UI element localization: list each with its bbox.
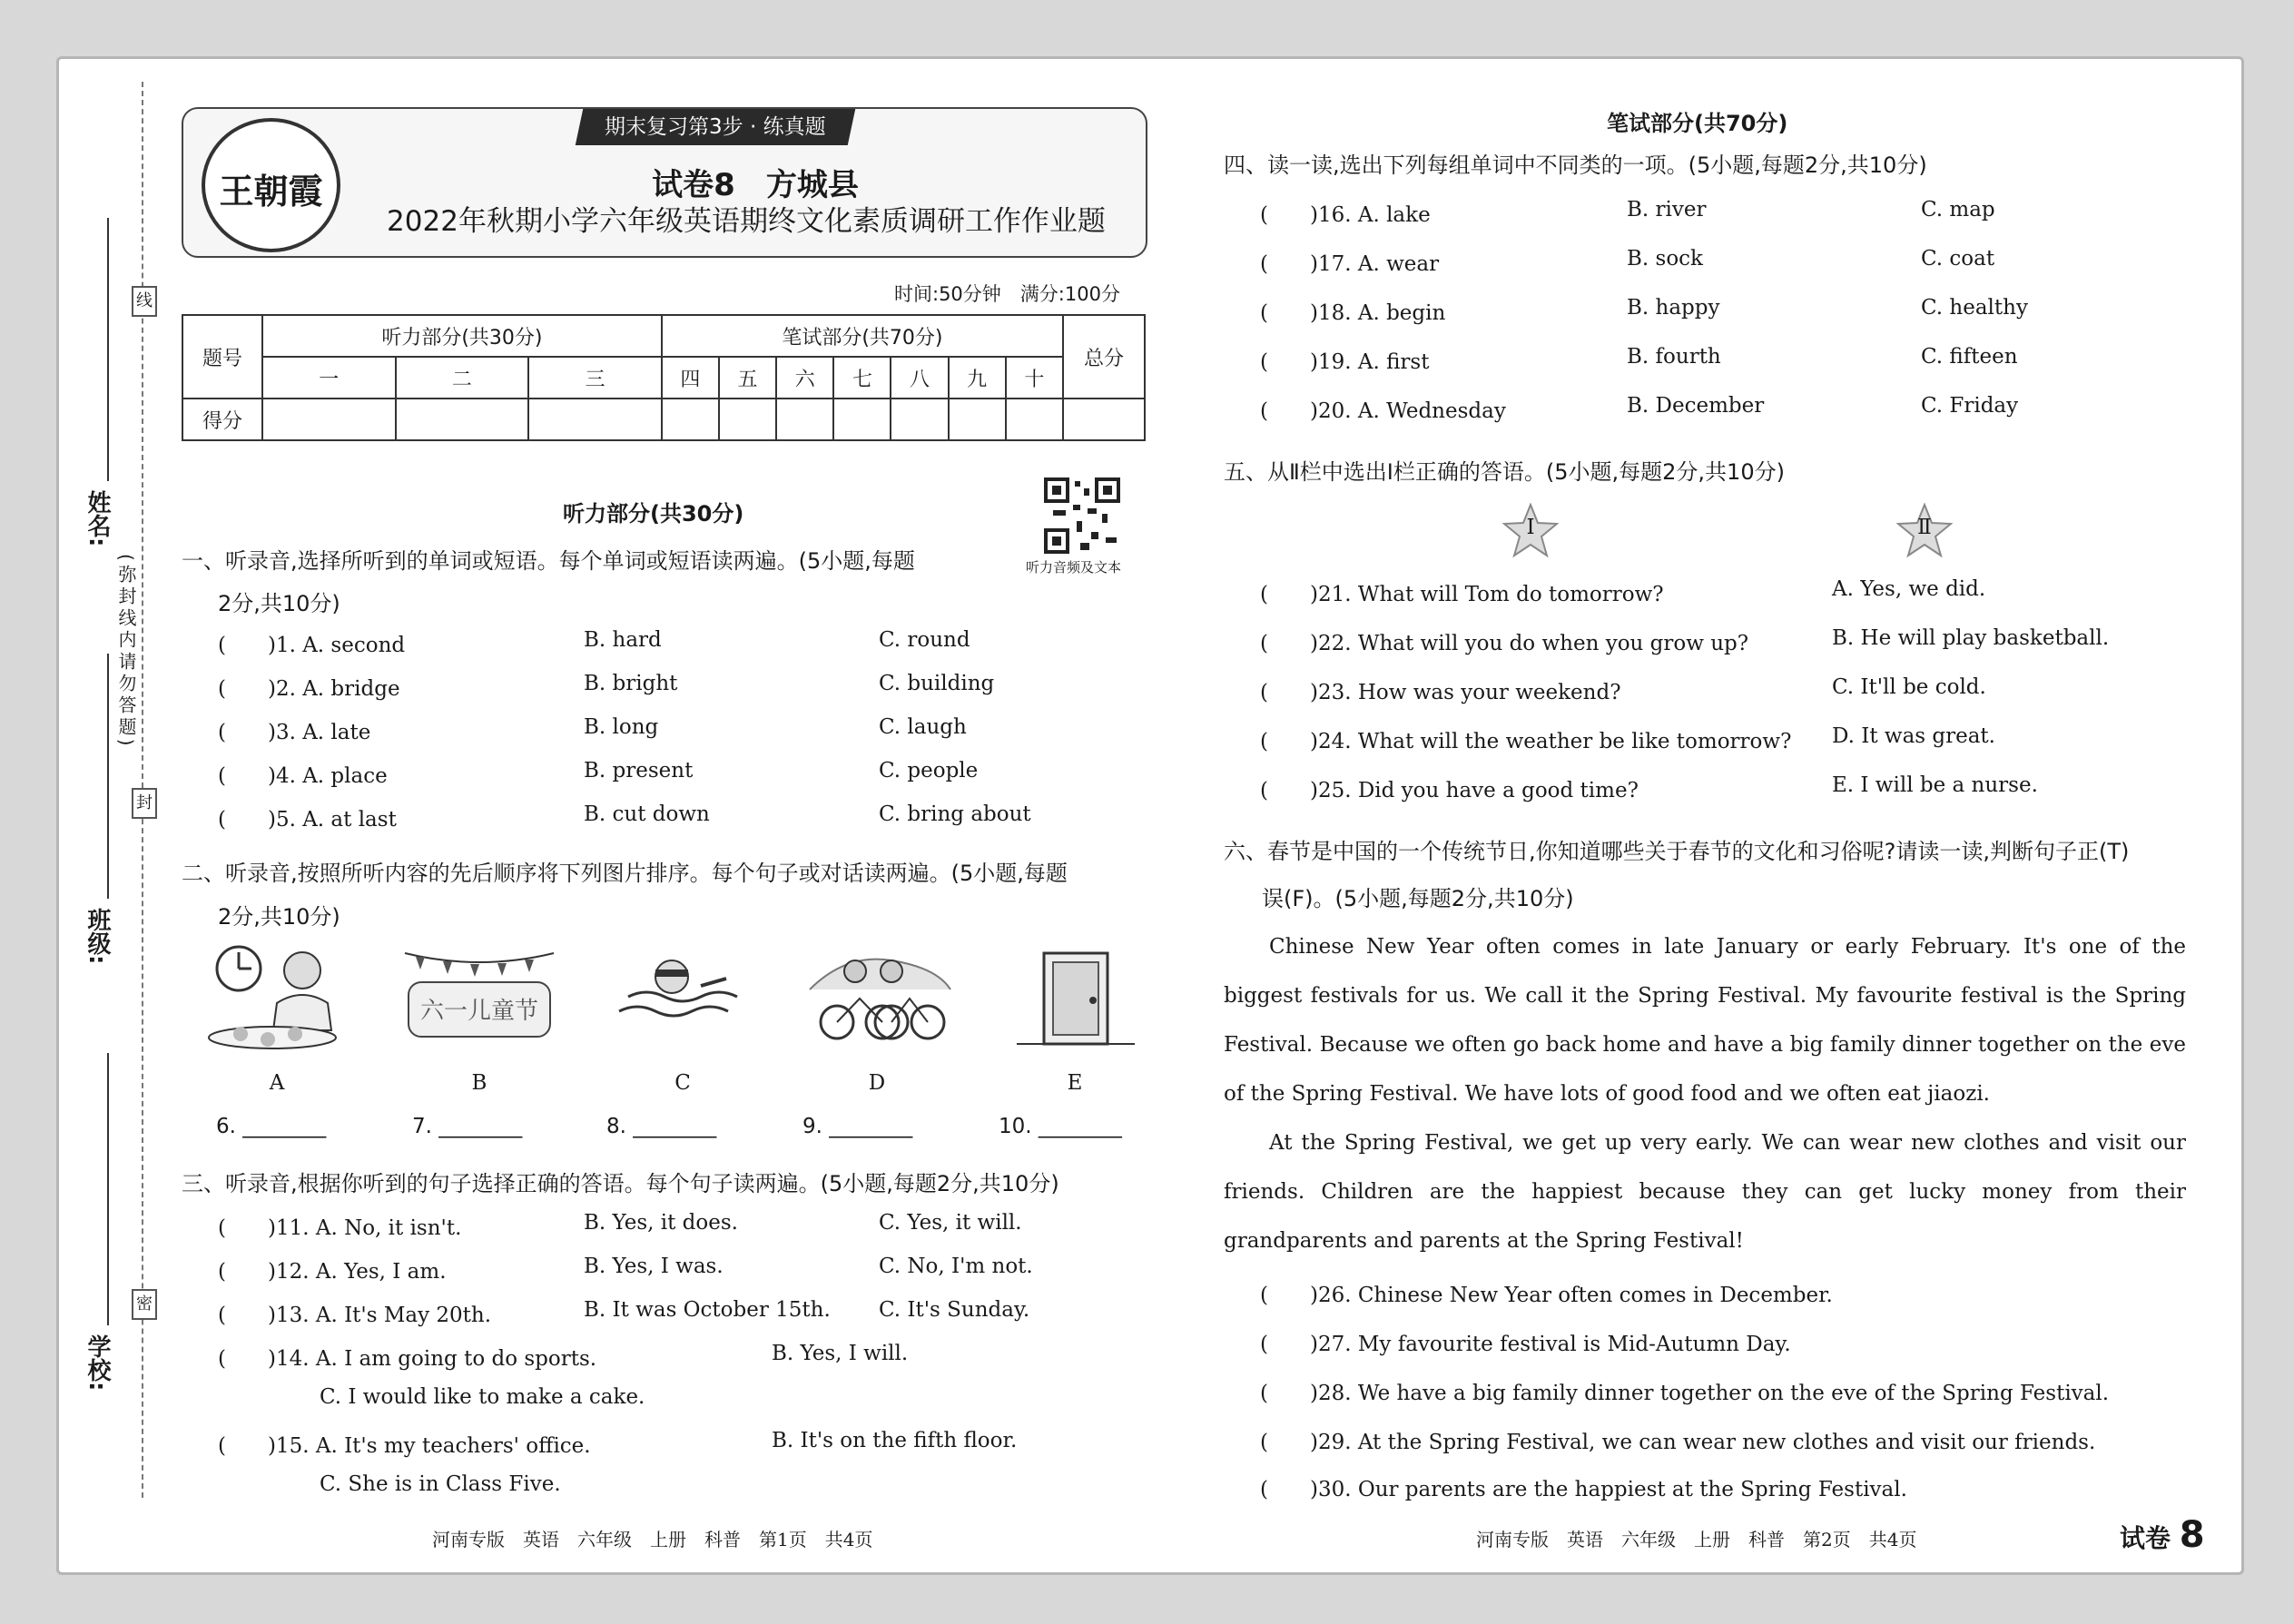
picture-label-d: D xyxy=(868,1071,886,1095)
binding-mark-secret: 密 xyxy=(132,1289,157,1320)
question-2: ( )2. A. bridge xyxy=(218,677,400,701)
answer-d: D. It was great. xyxy=(1832,724,1995,748)
section-cell: 一 xyxy=(262,357,396,399)
option-c: C. coat xyxy=(1921,247,1995,271)
section6-title: 六、春节是中国的一个传统节日,你知道哪些关于春节的文化和习俗呢?请读一读,判断句子正(T) xyxy=(1224,839,2130,864)
score-cell[interactable] xyxy=(396,399,529,440)
section6-title-cont: 误(F)。(5小题,每题2分,共10分) xyxy=(1262,886,1574,911)
section-cell: 二 xyxy=(396,357,529,399)
picture-label-a: A xyxy=(269,1071,285,1095)
binding-mark-line: 线 xyxy=(132,286,157,317)
name-input-line[interactable] xyxy=(107,218,109,481)
school-label: 学校: xyxy=(84,1334,111,1392)
section-cell: 十 xyxy=(1006,357,1063,399)
option-b: B. present xyxy=(584,759,694,782)
score-cell[interactable] xyxy=(262,399,396,440)
score-cell[interactable] xyxy=(833,399,891,440)
question-19: ( )19. A. first xyxy=(1260,350,1430,374)
answer-e: E. I will be a nurse. xyxy=(1832,773,2038,797)
reading-paragraph-1: Chinese New Year often comes in late January or early February. It's one of the biggest festivals for us. We call it the Spring Festival. My favourite festival is the Spring Festival. Because we often go back home and have a big family dinner together on the eve of the Spring Festival. We have lots of good food and we often eat jiaozi. xyxy=(1224,935,2186,1106)
section-cell: 九 xyxy=(949,357,1006,399)
question-14: ( )14. A. I am going to do sports. xyxy=(218,1347,597,1371)
binding-note: (弥封线内请勿答题) xyxy=(115,554,137,750)
paper-tag-prefix: 试卷 xyxy=(2120,1523,2171,1553)
option-c: C. building xyxy=(879,672,995,695)
question-13: ( )13. A. It's May 20th. xyxy=(218,1304,492,1327)
question-1: ( )1. A. second xyxy=(218,634,406,657)
question-11: ( )11. A. No, it isn't. xyxy=(218,1216,462,1240)
section-cell: 三 xyxy=(528,357,662,399)
option-b: B. hard xyxy=(584,628,662,652)
logo-text: 王朝霞 xyxy=(219,171,323,212)
question-27: ( )27. My favourite festival is Mid-Autumn Day. xyxy=(1260,1333,1791,1356)
time-info: 时间:50分钟 满分:100分 xyxy=(894,283,1120,305)
picture-a-clock-dinner xyxy=(204,940,345,1053)
paper-title: 试卷8 方城县 xyxy=(652,167,859,203)
picture-e-door xyxy=(1017,944,1135,1048)
score-cell[interactable] xyxy=(528,399,662,440)
paper-subtitle: 2022年秋期小学六年级英语期终文化素质调研工作作业题 xyxy=(387,205,1106,238)
question-22: ( )22. What will you do when you grow up? xyxy=(1260,632,1749,655)
score-label: 得分 xyxy=(182,399,262,440)
picture-b-text: 六一儿童节 xyxy=(419,998,539,1025)
question-23: ( )23. How was your weekend? xyxy=(1260,681,1621,704)
picture-b-childrens-day xyxy=(398,944,561,1044)
listening-header: 听力部分(共30分) xyxy=(262,315,662,357)
section-cell: 四 xyxy=(662,357,719,399)
score-table xyxy=(182,314,1146,441)
question-21: ( )21. What will Tom do tomorrow? xyxy=(1260,583,1664,606)
answer-blank-8[interactable]: 8. ________ xyxy=(606,1115,717,1138)
question-26: ( )26. Chinese New Year often comes in December. xyxy=(1260,1284,1833,1307)
question-3: ( )3. A. late xyxy=(218,721,371,744)
option-c: C. It's Sunday. xyxy=(879,1298,1030,1322)
written-header: 笔试部分(共70分) xyxy=(662,315,1063,357)
reading-paragraph-2: At the Spring Festival, we get up very early. We can wear new clothes and visit our friends. Children are the happiest because they can get lucky money from their grandparents and parents at the Spring Festival! xyxy=(1224,1131,2186,1253)
picture-d-cycling xyxy=(792,944,964,1044)
section5-title: 五、从Ⅱ栏中选出Ⅰ栏正确的答语。(5小题,每题2分,共10分) xyxy=(1224,459,1785,485)
option-c: C. No, I'm not. xyxy=(879,1255,1033,1278)
option-b: B. Yes, I will. xyxy=(772,1342,909,1365)
picture-label-b: B xyxy=(471,1071,487,1095)
question-16: ( )16. A. lake xyxy=(1260,203,1431,227)
footer-left: 河南专版 英语 六年级 上册 科普 第1页 共4页 xyxy=(432,1529,873,1550)
option-c: C. Yes, it will. xyxy=(879,1211,1022,1235)
option-c: C. I would like to make a cake. xyxy=(320,1385,645,1409)
score-cell[interactable] xyxy=(719,399,776,440)
section4-title: 四、读一读,选出下列每组单词中不同类的一项。(5小题,每题2分,共10分) xyxy=(1224,153,1927,178)
question-15: ( )15. A. It's my teachers' office. xyxy=(218,1434,591,1458)
binding-mark-seal: 封 xyxy=(132,788,157,819)
question-24: ( )24. What will the weather be like tomorrow? xyxy=(1260,730,1792,753)
section3-title: 三、听录音,根据你听到的句子选择正确的答语。每个句子读两遍。(5小题,每题2分,共10分) xyxy=(182,1171,1059,1196)
picture-c-swimming xyxy=(610,951,746,1038)
question-17: ( )17. A. wear xyxy=(1260,252,1440,276)
answer-blank-10[interactable]: 10. ________ xyxy=(999,1115,1122,1138)
picture-label-c: C xyxy=(674,1071,691,1095)
score-cell[interactable] xyxy=(1006,399,1063,440)
question-5: ( )5. A. at last xyxy=(218,808,397,832)
section-cell: 八 xyxy=(891,357,948,399)
section2-title-cont: 2分,共10分) xyxy=(218,904,340,930)
row-header: 题号 xyxy=(182,315,262,399)
school-input-line[interactable] xyxy=(107,1053,109,1325)
option-b: B. happy xyxy=(1627,296,1720,320)
option-b: B. Yes, I was. xyxy=(584,1255,724,1278)
question-30: ( )30. Our parents are the happiest at the Spring Festival. xyxy=(1260,1478,1907,1501)
option-c: C. people xyxy=(879,759,979,782)
written-title: 笔试部分(共70分) xyxy=(1607,111,1788,136)
option-b: B. fourth xyxy=(1627,345,1721,369)
footer-right: 河南专版 英语 六年级 上册 科普 第2页 共4页 xyxy=(1476,1529,1917,1550)
exam-header xyxy=(182,107,1147,258)
qr-caption: 听力音频及文本 xyxy=(1026,559,1122,576)
option-b: B. It was October 15th. xyxy=(584,1298,831,1322)
option-c: C. fifteen xyxy=(1921,345,2018,369)
option-b: B. It's on the fifth floor. xyxy=(772,1429,1018,1452)
answer-c: C. It'll be cold. xyxy=(1832,675,1986,699)
option-b: B. long xyxy=(584,715,659,739)
section1-title-cont: 2分,共10分) xyxy=(218,591,340,616)
option-c: C. round xyxy=(879,628,970,652)
picture-label-e: E xyxy=(1067,1071,1083,1095)
answer-blank-7[interactable]: 7. ________ xyxy=(412,1115,523,1138)
publisher-logo xyxy=(202,118,340,252)
question-29: ( )29. At the Spring Festival, we can wear new clothes and visit our friends. xyxy=(1260,1431,2096,1454)
option-b: B. sock xyxy=(1627,247,1703,271)
question-18: ( )18. A. begin xyxy=(1260,301,1446,325)
answer-blank-9[interactable]: 9. ________ xyxy=(802,1115,913,1138)
banner-text: 期末复习第3步 · 练真题 xyxy=(605,115,826,139)
option-c: C. healthy xyxy=(1921,296,2028,320)
qr-code-icon[interactable] xyxy=(1044,477,1120,554)
question-25: ( )25. Did you have a good time? xyxy=(1260,779,1639,802)
option-c: C. Friday xyxy=(1921,394,2019,418)
option-c: C. laugh xyxy=(879,715,967,739)
listening-title: 听力部分(共30分) xyxy=(563,501,744,527)
score-cell[interactable] xyxy=(891,399,948,440)
score-cell[interactable] xyxy=(949,399,1006,440)
answer-a: A. Yes, we did. xyxy=(1832,577,1986,601)
class-input-line[interactable] xyxy=(107,654,109,899)
option-b: B. bright xyxy=(584,672,678,695)
column-2-label: Ⅱ xyxy=(1917,516,1932,539)
option-b: B. river xyxy=(1627,198,1707,221)
question-12: ( )12. A. Yes, I am. xyxy=(218,1260,447,1284)
section-cell: 六 xyxy=(776,357,833,399)
answer-b: B. He will play basketball. xyxy=(1832,626,2110,650)
question-4: ( )4. A. place xyxy=(218,764,388,788)
column-1-label: Ⅰ xyxy=(1526,516,1535,539)
section2-title: 二、听录音,按照所听内容的先后顺序将下列图片排序。每个句子或对话读两遍。(5小题,每题 xyxy=(182,861,1068,886)
option-b: B. December xyxy=(1627,394,1765,418)
question-20: ( )20. A. Wednesday xyxy=(1260,399,1506,423)
question-28: ( )28. We have a big family dinner together on the eve of the Spring Festival. xyxy=(1260,1382,2110,1405)
option-c: C. map xyxy=(1921,198,1995,221)
class-label: 班级: xyxy=(84,908,111,965)
option-c: C. bring about xyxy=(879,802,1031,826)
score-cell[interactable] xyxy=(1063,399,1145,440)
option-b: B. cut down xyxy=(584,802,710,826)
section-cell: 七 xyxy=(833,357,891,399)
paper-tag-number: 8 xyxy=(2179,1514,2205,1556)
paper-tag xyxy=(2120,1514,2205,1556)
option-b: B. Yes, it does. xyxy=(584,1211,738,1235)
section-cell: 五 xyxy=(719,357,776,399)
name-label: 姓名: xyxy=(84,490,111,547)
total-header: 总分 xyxy=(1063,315,1145,399)
section1-title: 一、听录音,选择所听到的单词或短语。每个单词或短语读两遍。(5小题,每题 xyxy=(182,548,915,574)
option-c: C. She is in Class Five. xyxy=(320,1472,561,1496)
answer-blank-6[interactable]: 6. ________ xyxy=(216,1115,327,1138)
review-banner xyxy=(576,109,856,145)
score-cell[interactable] xyxy=(662,399,719,440)
score-cell[interactable] xyxy=(776,399,833,440)
